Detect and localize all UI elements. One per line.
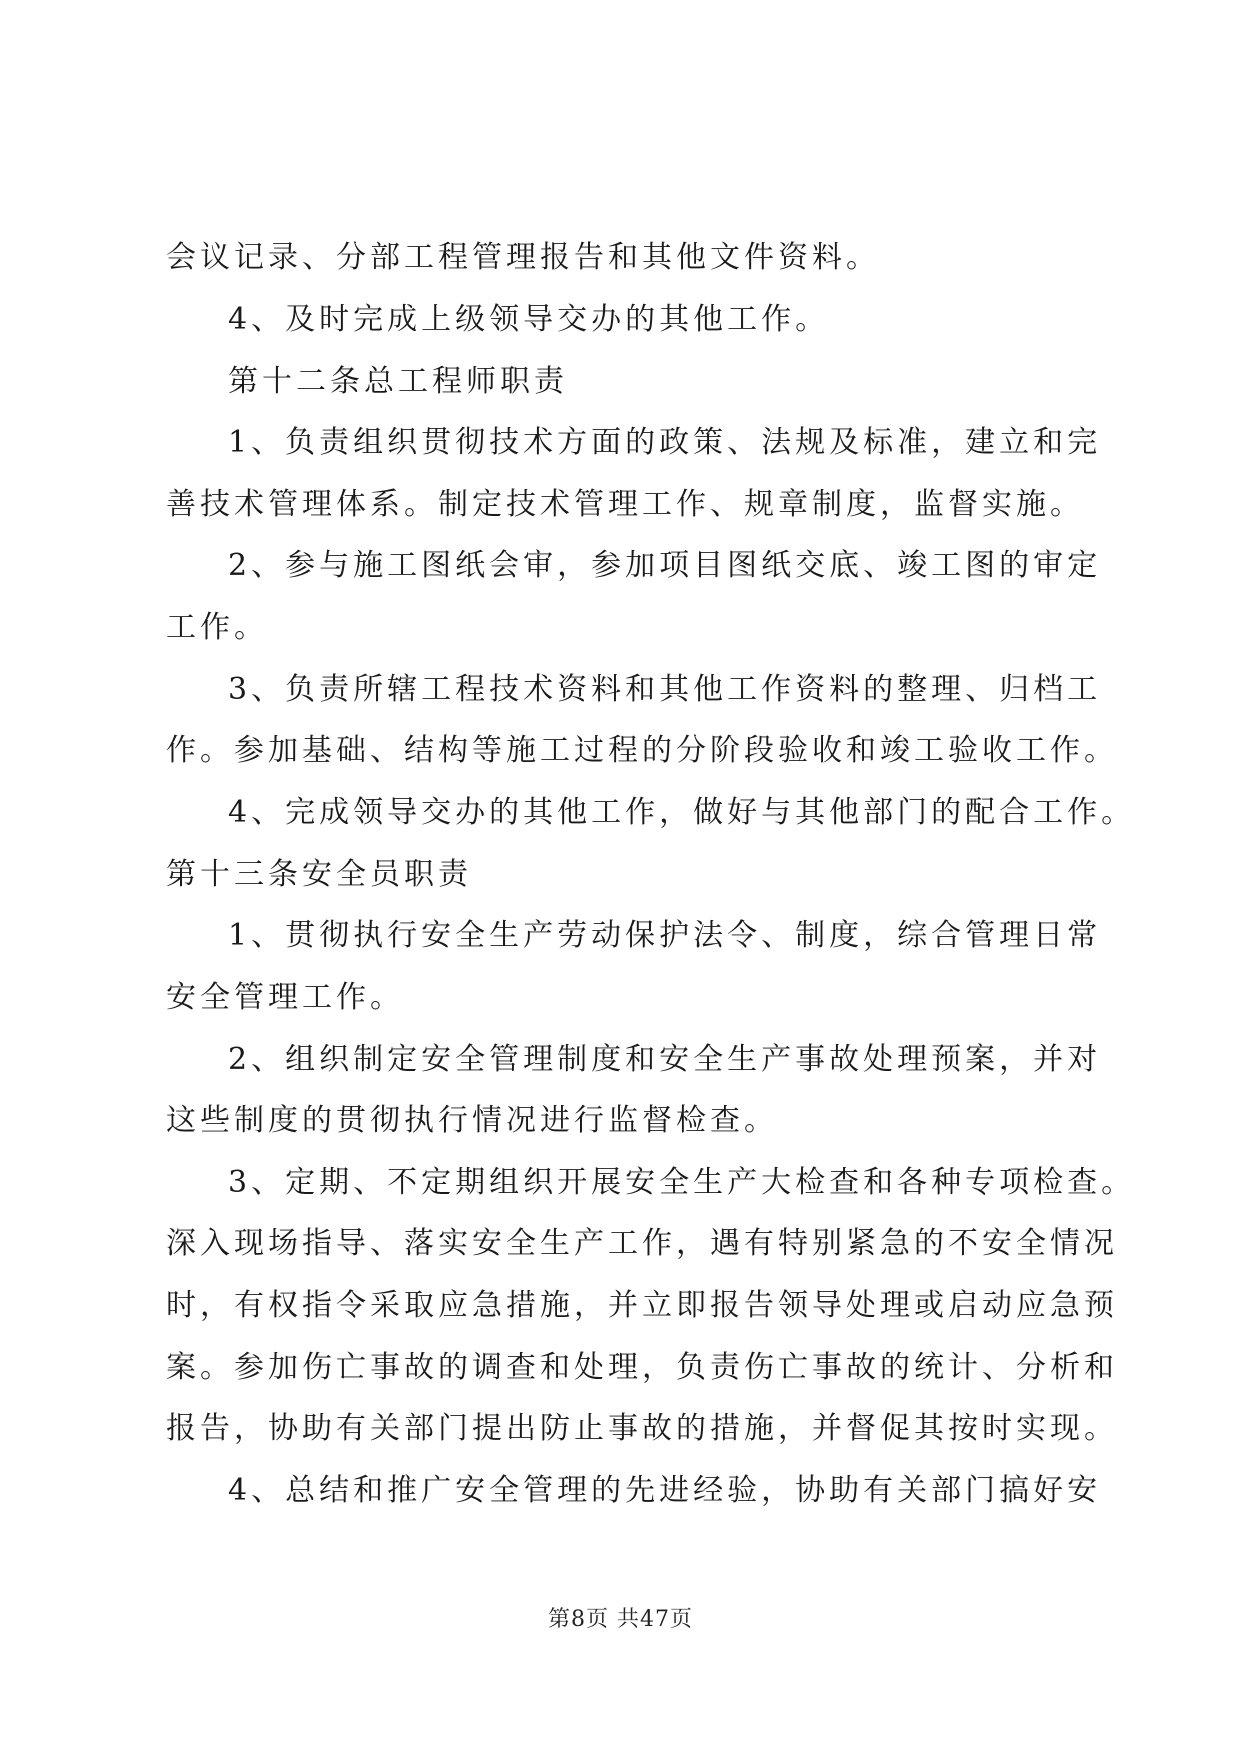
section-heading-13: 第十三条安全员职责 (166, 857, 472, 892)
text-line-14: 2、组织制定安全管理制度和安全生产事故处理预案，并对 (228, 1042, 1102, 1077)
text-line-1: 会议记录、分部工程管理报告和其他文件资料。 (166, 240, 880, 275)
text-line-10: 4、完成领导交办的其他工作，做好与其他部门的配合工作。 (228, 795, 1136, 830)
text-line-16: 3、定期、不定期组织开展安全生产大检查和各种专项检查。 (228, 1165, 1136, 1200)
text-line-12: 1、贯彻执行安全生产劳动保护法令、制度，综合管理日常 (228, 918, 1102, 953)
text-line-7: 工作。 (166, 610, 268, 645)
text-line-18: 时，有权指令采取应急措施，并立即报告领导处理或启动应急预 (166, 1288, 1118, 1323)
text-line-8: 3、负责所辖工程技术资料和其他工作资料的整理、归档工 (228, 672, 1102, 707)
text-line-9: 作。参加基础、结构等施工过程的分阶段验收和竣工验收工作。 (166, 733, 1118, 768)
text-line-17: 深入现场指导、落实安全生产工作，遇有特别紧急的不安全情况 (166, 1226, 1118, 1261)
text-line-20: 报告，协助有关部门提出防止事故的措施，并督促其按时实现。 (166, 1411, 1118, 1446)
text-line-2: 4、及时完成上级领导交办的其他工作。 (228, 302, 830, 337)
page-number-footer: 第8页 共47页 (548, 1607, 693, 1632)
text-line-13: 安全管理工作。 (166, 980, 404, 1015)
section-heading-12: 第十二条总工程师职责 (228, 364, 568, 399)
text-line-21: 4、总结和推广安全管理的先进经验，协助有关部门搞好安 (228, 1473, 1102, 1508)
text-line-6: 2、参与施工图纸会审，参加项目图纸交底、竣工图的审定 (228, 548, 1102, 583)
text-line-5: 善技术管理体系。制定技术管理工作、规章制度，监督实施。 (166, 487, 1084, 522)
text-line-15: 这些制度的贯彻执行情况进行监督检查。 (166, 1103, 778, 1138)
text-line-19: 案。参加伤亡事故的调查和处理，负责伤亡事故的统计、分析和 (166, 1350, 1118, 1385)
text-line-4: 1、负责组织贯彻技术方面的政策、法规及标准，建立和完 (228, 425, 1102, 460)
